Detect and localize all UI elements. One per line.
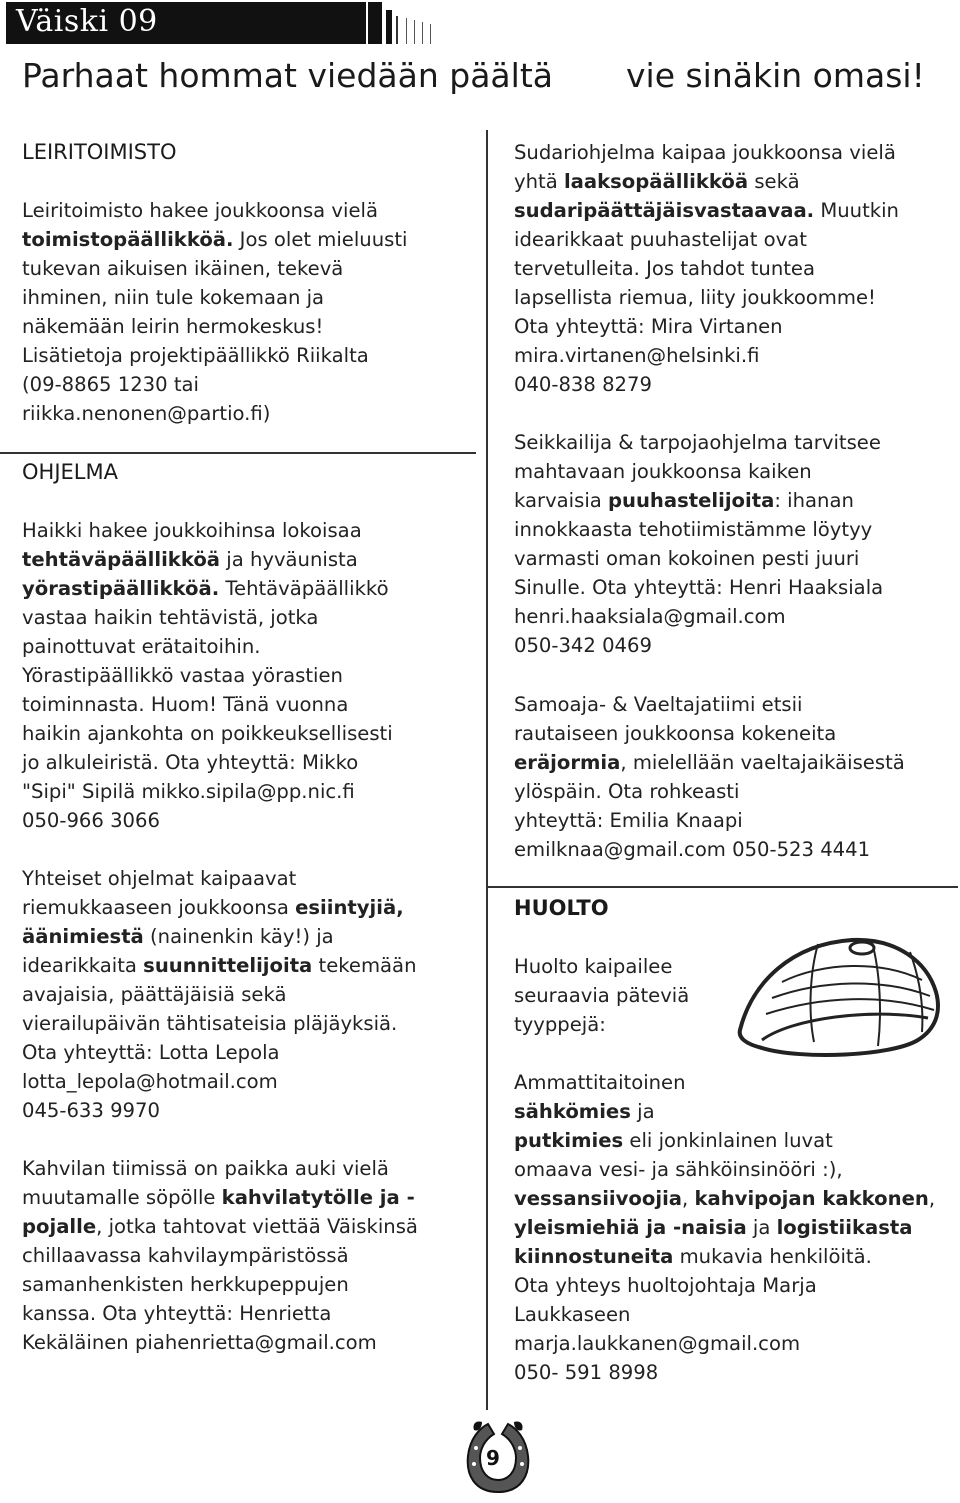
text-run: innokkaasta tehotiimistämme löytyy bbox=[514, 518, 873, 541]
text-line bbox=[514, 225, 899, 254]
text-run: Ota yhteys huoltojohtaja Marja bbox=[514, 1274, 817, 1297]
text-run: tekemään bbox=[312, 954, 417, 977]
text-run: Yhteiset ohjelmat kaipaavat bbox=[22, 867, 297, 890]
text-run: tervetulleita. Jos tahdot tuntea bbox=[514, 257, 815, 280]
emphasized-role: tehtäväpäällikköä bbox=[22, 548, 221, 571]
banner-decoration bbox=[306, 2, 956, 44]
text-run: ihminen, niin tule kokemaan ja bbox=[22, 286, 325, 309]
text-line bbox=[22, 516, 393, 545]
text-line bbox=[22, 312, 407, 341]
text-run: ja bbox=[630, 1100, 655, 1123]
text-line bbox=[22, 661, 393, 690]
text-run: seuraavia päteviä bbox=[514, 984, 690, 1007]
text-run: Seikkailija & tarpojaohjelma tarvitsee bbox=[514, 431, 881, 454]
text-run: Kahvilan tiimissä on paikka auki vielä bbox=[22, 1157, 389, 1180]
text-line bbox=[22, 922, 416, 951]
text-line bbox=[22, 1328, 418, 1357]
text-run: yhtä bbox=[514, 170, 564, 193]
text-run: Yörastipäällikkö vastaa yörastien bbox=[22, 664, 343, 687]
text-line bbox=[22, 864, 416, 893]
page-title: Väiski 09 bbox=[16, 4, 158, 39]
text-run: toiminnasta. Huom! Tänä vuonna bbox=[22, 693, 349, 716]
emphasized-role: äänimiestä bbox=[22, 925, 144, 948]
emphasized-role: vessansiivoojia bbox=[514, 1187, 683, 1210]
text-run: ja hyväunista bbox=[220, 548, 358, 571]
text-run: henri.haaksiala@gmail.com bbox=[514, 605, 786, 628]
text-line bbox=[514, 1184, 935, 1213]
emphasized-role: yleismiehiä ja -naisia bbox=[514, 1216, 747, 1239]
text-line bbox=[22, 806, 393, 835]
text-line bbox=[22, 632, 393, 661]
pith-helmet-icon bbox=[722, 922, 958, 1064]
text-run: mira.virtanen@helsinki.fi bbox=[514, 344, 760, 367]
text-line bbox=[22, 341, 407, 370]
sudariohjelma-text bbox=[514, 138, 899, 399]
text-line bbox=[514, 719, 905, 748]
text-line bbox=[514, 1155, 935, 1184]
text-line bbox=[514, 573, 883, 602]
text-run: ylöspäin. Ota rohkeasti bbox=[514, 780, 740, 803]
emphasized-role: putkimies bbox=[514, 1129, 624, 1152]
text-line bbox=[22, 1096, 416, 1125]
text-run: Tehtäväpäällikkö bbox=[219, 577, 389, 600]
text-line bbox=[514, 167, 899, 196]
text-line bbox=[514, 254, 899, 283]
text-run: Ota yhteyttä: Mira Virtanen bbox=[514, 315, 783, 338]
leiritoimisto-heading: LEIRITOIMISTO bbox=[22, 140, 177, 164]
text-run: painottuvat erätaitoihin. bbox=[22, 635, 261, 658]
emphasized-role: kiinnostuneita bbox=[514, 1245, 674, 1268]
text-line bbox=[514, 981, 689, 1010]
text-line bbox=[514, 515, 883, 544]
title-banner bbox=[6, 2, 308, 44]
text-run: idearikkaat puuhastelijat ovat bbox=[514, 228, 807, 251]
text-run: haikin ajankohta on poikkeuksellisesti bbox=[22, 722, 393, 745]
text-run: karvaisia bbox=[514, 489, 608, 512]
text-run: : ihanan bbox=[774, 489, 854, 512]
text-line bbox=[514, 544, 883, 573]
text-run: ja bbox=[746, 1216, 777, 1239]
text-line bbox=[514, 1358, 935, 1387]
text-run: eli jonkinlainen luvat bbox=[623, 1129, 833, 1152]
text-line bbox=[22, 1270, 418, 1299]
text-line bbox=[514, 1271, 935, 1300]
text-run: mahtavaan joukkoonsa kaiken bbox=[514, 460, 812, 483]
text-run: Jos olet mieluusti bbox=[233, 228, 408, 251]
text-line bbox=[22, 370, 407, 399]
text-line bbox=[22, 254, 407, 283]
text-run: marja.laukkanen@gmail.com bbox=[514, 1332, 801, 1355]
text-run: vierailupäivän tähtisateisia pläjäyksiä. bbox=[22, 1012, 398, 1035]
text-line bbox=[22, 1154, 418, 1183]
text-run: Sinulle. Ota yhteyttä: Henri Haaksiala bbox=[514, 576, 884, 599]
text-run: idearikkaita bbox=[22, 954, 144, 977]
text-line bbox=[514, 486, 883, 515]
text-line bbox=[514, 690, 905, 719]
text-run: , jotka tahtovat viettää Väiskinsä bbox=[96, 1215, 418, 1238]
divider-right-1 bbox=[486, 886, 958, 888]
headline-left: Parhaat hommat viedään päältä bbox=[22, 56, 553, 95]
page-number: 9 bbox=[486, 1446, 500, 1470]
huolto-heading: HUOLTO bbox=[514, 896, 609, 920]
text-run: lotta_lepola@hotmail.com bbox=[22, 1070, 278, 1093]
text-run: Leiritoimisto hakee joukkoonsa vielä bbox=[22, 199, 378, 222]
text-run: Kekäläinen piahenrietta@gmail.com bbox=[22, 1331, 377, 1354]
ohjelma-text bbox=[22, 516, 393, 835]
text-run: Muutkin bbox=[814, 199, 899, 222]
text-run: Ammattitaitoinen bbox=[514, 1071, 686, 1094]
text-run: jo alkuleiristä. Ota yhteyttä: Mikko bbox=[22, 751, 359, 774]
samoaja-text bbox=[514, 690, 905, 864]
text-run: Sudariohjelma kaipaa joukkoonsa vielä bbox=[514, 141, 896, 164]
text-run: , bbox=[682, 1187, 695, 1210]
text-line bbox=[514, 283, 899, 312]
text-line bbox=[514, 777, 905, 806]
text-line bbox=[22, 777, 393, 806]
text-run: näkemään leirin hermokeskus! bbox=[22, 315, 324, 338]
text-line bbox=[22, 980, 416, 1009]
text-line bbox=[514, 341, 899, 370]
emphasized-role: kahvipojan kakkonen bbox=[694, 1187, 929, 1210]
huolto-text bbox=[514, 1068, 935, 1387]
text-line bbox=[514, 1068, 935, 1097]
emphasized-role: logistiikasta bbox=[776, 1216, 913, 1239]
text-run: 050-966 3066 bbox=[22, 809, 160, 832]
text-run: Samoaja- & Vaeltajatiimi etsii bbox=[514, 693, 803, 716]
text-line bbox=[514, 952, 689, 981]
text-line bbox=[514, 1242, 935, 1271]
text-line bbox=[514, 138, 899, 167]
text-run: riemukkaaseen joukkoonsa bbox=[22, 896, 296, 919]
text-line bbox=[514, 1126, 935, 1155]
headline-right: vie sinäkin omasi! bbox=[626, 56, 925, 95]
text-run: tyyppejä: bbox=[514, 1013, 606, 1036]
text-line bbox=[514, 748, 905, 777]
text-run: 045-633 9970 bbox=[22, 1099, 160, 1122]
text-line bbox=[514, 457, 883, 486]
text-line bbox=[22, 1212, 418, 1241]
emphasized-role: puuhastelijoita bbox=[608, 489, 775, 512]
text-line bbox=[22, 603, 393, 632]
emphasized-role: pojalle bbox=[22, 1215, 97, 1238]
divider-left-1 bbox=[0, 452, 476, 454]
ohjelma-heading: OHJELMA bbox=[22, 460, 118, 484]
emphasized-role: yörastipäällikköä. bbox=[22, 577, 220, 600]
text-line bbox=[514, 1300, 935, 1329]
text-line bbox=[22, 1009, 416, 1038]
text-line bbox=[22, 1067, 416, 1096]
emphasized-role: kahvilatytölle ja - bbox=[221, 1186, 415, 1209]
text-line bbox=[22, 1241, 418, 1270]
text-run: lapsellista riemua, liity joukkoomme! bbox=[514, 286, 876, 309]
text-run: mukavia henkilöitä. bbox=[673, 1245, 872, 1268]
column-divider bbox=[486, 130, 488, 1410]
emphasized-role: sudaripäättäjäisvastaavaa. bbox=[514, 199, 815, 222]
text-run: varmasti oman kokoinen pesti juuri bbox=[514, 547, 860, 570]
text-run: omaava vesi- ja sähköinsinööri :), bbox=[514, 1158, 843, 1181]
text-line bbox=[22, 545, 393, 574]
emphasized-role: laaksopäällikköä bbox=[563, 170, 749, 193]
text-line bbox=[514, 1097, 935, 1126]
text-line bbox=[514, 1329, 935, 1358]
text-run: Laukkaseen bbox=[514, 1303, 631, 1326]
text-line bbox=[22, 893, 416, 922]
text-run: 050- 591 8998 bbox=[514, 1361, 659, 1384]
emphasized-role: esiintyjiä, bbox=[295, 896, 404, 919]
text-run: yhteyttä: Emilia Knaapi bbox=[514, 809, 743, 832]
text-line bbox=[514, 1213, 935, 1242]
yhteiset-ohjelmat-text bbox=[22, 864, 416, 1125]
text-run: vastaa haikin tehtävistä, jotka bbox=[22, 606, 319, 629]
emphasized-role: sähkömies bbox=[514, 1100, 631, 1123]
text-run: Ota yhteyttä: Lotta Lepola bbox=[22, 1041, 280, 1064]
text-run: (nainenkin käy!) ja bbox=[143, 925, 334, 948]
text-run: Haikki hakee joukkoihinsa lokoisaa bbox=[22, 519, 362, 542]
leiritoimisto-text bbox=[22, 196, 407, 428]
text-line bbox=[514, 196, 899, 225]
text-line bbox=[22, 283, 407, 312]
text-run: samanhenkisten herkkupeppujen bbox=[22, 1273, 349, 1296]
text-run: Lisätietoja projektipäällikkö Riikalta bbox=[22, 344, 369, 367]
text-run: emilknaa@gmail.com 050-523 4441 bbox=[514, 838, 871, 861]
text-run: "Sipi" Sipilä mikko.sipila@pp.nic.fi bbox=[22, 780, 355, 803]
text-line bbox=[22, 719, 393, 748]
text-run: sekä bbox=[748, 170, 800, 193]
text-line bbox=[22, 951, 416, 980]
text-run: muutamalle söpölle bbox=[22, 1186, 222, 1209]
emphasized-role: eräjormia bbox=[514, 751, 621, 774]
text-line bbox=[22, 1299, 418, 1328]
text-run: kanssa. Ota yhteyttä: Henrietta bbox=[22, 1302, 332, 1325]
emphasized-role: toimistopäällikköä. bbox=[22, 228, 234, 251]
text-line bbox=[22, 196, 407, 225]
text-run: , bbox=[928, 1187, 936, 1210]
text-line bbox=[22, 1038, 416, 1067]
text-line bbox=[22, 748, 393, 777]
text-line bbox=[514, 370, 899, 399]
kahvila-text bbox=[22, 1154, 418, 1357]
text-run: 050-342 0469 bbox=[514, 634, 652, 657]
text-line bbox=[514, 806, 905, 835]
text-line bbox=[22, 399, 407, 428]
text-line bbox=[514, 428, 883, 457]
text-line bbox=[514, 835, 905, 864]
text-run: avajaisia, päättäjäisiä sekä bbox=[22, 983, 287, 1006]
text-run: rautaiseen joukkoonsa kokeneita bbox=[514, 722, 837, 745]
text-line bbox=[514, 1010, 689, 1039]
text-run: 040-838 8279 bbox=[514, 373, 652, 396]
text-run: tukevan aikuisen ikäinen, tekevä bbox=[22, 257, 344, 280]
text-line bbox=[22, 574, 393, 603]
text-line bbox=[514, 631, 883, 660]
text-line bbox=[514, 602, 883, 631]
text-run: , mielellään vaeltajaikäisestä bbox=[620, 751, 905, 774]
text-line bbox=[22, 690, 393, 719]
text-line bbox=[22, 1183, 418, 1212]
text-run: riikka.nenonen@partio.fi) bbox=[22, 402, 271, 425]
emphasized-role: suunnittelijoita bbox=[143, 954, 313, 977]
huolto-intro-text bbox=[514, 952, 689, 1039]
text-line bbox=[22, 225, 407, 254]
seikkailija-text bbox=[514, 428, 883, 660]
text-run: Huolto kaipailee bbox=[514, 955, 673, 978]
text-run: (09-8865 1230 tai bbox=[22, 373, 199, 396]
text-run: chillaavassa kahvilaympäristössä bbox=[22, 1244, 349, 1267]
text-line bbox=[514, 312, 899, 341]
